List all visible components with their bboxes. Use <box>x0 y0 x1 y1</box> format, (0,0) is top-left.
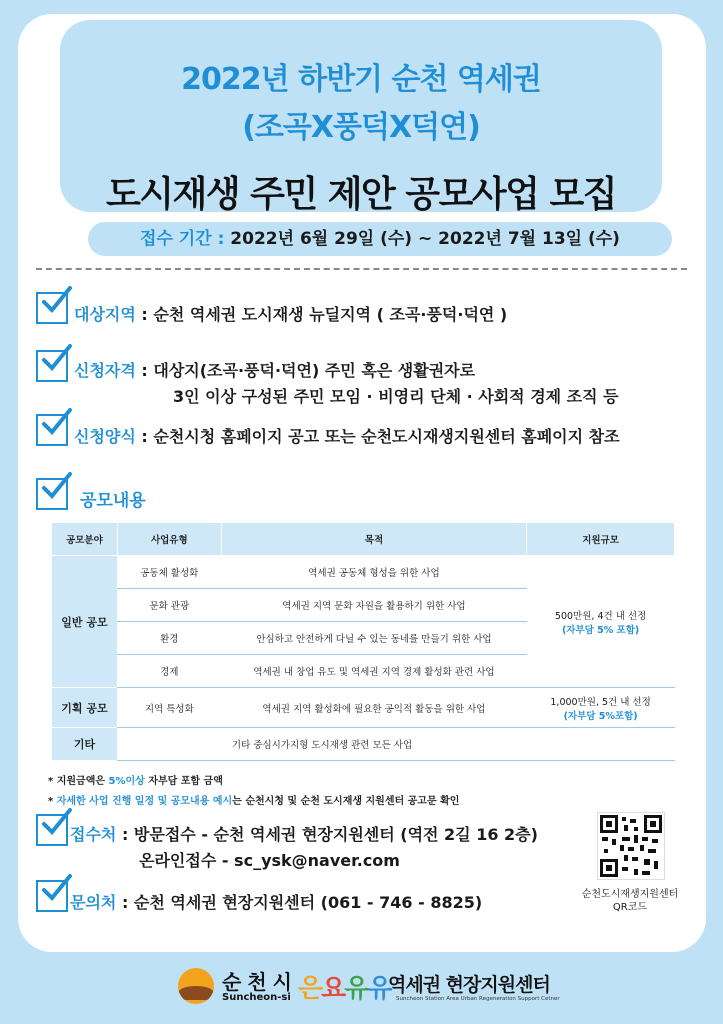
title-line-1: 2022년 하반기 순천 역세권 <box>181 62 541 97</box>
support-other <box>527 728 675 761</box>
table-header: 지원규모 <box>527 523 675 556</box>
reception-label: 접수처 <box>70 825 117 844</box>
inquiry-row <box>70 890 482 913</box>
footer <box>0 960 723 1020</box>
program-table <box>51 522 675 761</box>
checkbox-icon <box>36 478 68 510</box>
center-name: 역세권 현장지원센터 <box>388 974 550 996</box>
target-area-row <box>74 302 507 325</box>
center-name-en: Suncheon Station Area Urban Regeneration Support Cetner <box>396 996 560 1002</box>
category-planned: 기획 공모 <box>52 688 118 728</box>
center-logo-mark: 은요유유 <box>298 974 391 1004</box>
table-header: 공모분야 <box>52 523 118 556</box>
type-cell: 경제 <box>117 655 221 688</box>
title-box <box>60 20 662 215</box>
support-planned-line-1: 1,000만원, 5건 내 선정 <box>550 696 651 708</box>
reception-line-1: : 방문접수 - 순천 역세권 현장지원센터 (역전 2길 16 2층) <box>121 825 538 844</box>
table-row <box>52 728 675 761</box>
support-planned <box>527 688 675 728</box>
inquiry-label: 문의처 <box>70 893 117 912</box>
purpose-cell: 역세권 내 창업 유도 및 역세권 지역 경제 활성화 관련 사업 <box>221 655 526 688</box>
qr-code[interactable] <box>597 812 665 880</box>
reception-row <box>70 822 538 845</box>
type-cell: 환경 <box>117 622 221 655</box>
table-header-row <box>52 523 675 556</box>
purpose-cell: 역세권 공동체 형성을 위한 사업 <box>221 556 526 589</box>
support-general <box>527 556 675 688</box>
purpose-cell: 역세권 지역 활성화에 필요한 공익적 활동을 위한 사업 <box>221 688 526 728</box>
checkbox-icon <box>36 292 68 324</box>
dashed-divider <box>36 268 687 270</box>
period-value: 2022년 6월 29일 (수) ~ 2022년 7월 13일 (수) <box>230 229 620 249</box>
target-area-label: 대상지역 <box>74 305 136 324</box>
checkbox-icon <box>36 880 68 912</box>
city-name-en: Suncheon-si <box>222 992 291 1003</box>
form-value: : 순천시청 홈페이지 공고 또는 순천도시재생지원센터 홈페이지 참조 <box>141 427 620 446</box>
qr-caption <box>568 888 692 914</box>
note-2 <box>48 792 459 807</box>
eligibility-line-1: : 대상지(조곡·풍덕·덕연) 주민 혹은 생활권자로 <box>141 361 476 380</box>
qr-caption-line-1: 순천도시재생지원센터 <box>581 889 679 900</box>
category-general: 일반 공모 <box>52 556 118 688</box>
reception-line-2: 온라인접수 - sc_ysk@naver.com <box>139 851 400 870</box>
type-cell: 지역 특성화 <box>117 688 221 728</box>
title-line-2: (조곡X풍덕X덕연) <box>242 110 480 145</box>
suncheon-logo-icon <box>178 968 214 1004</box>
table-header: 목적 <box>221 523 526 556</box>
type-cell: 문화 관광 <box>117 589 221 622</box>
table-row <box>52 556 675 589</box>
eligibility-line-2: 3인 이상 구성된 주민 모임 · 비영리 단체 · 사회적 경제 조직 등 <box>173 387 619 406</box>
purpose-cell: 역세권 지역 문화 자원을 활용하기 위한 사업 <box>221 589 526 622</box>
support-planned-line-2: (자부담 5%포함) <box>563 710 638 722</box>
checkbox-icon <box>36 414 68 446</box>
qr-caption-line-2: QR코드 <box>612 902 648 913</box>
eligibility-label: 신청자격 <box>74 361 136 380</box>
note-1 <box>48 772 223 787</box>
note-2-highlight: 자세한 사업 진행 일정 및 공모내용 예시 <box>56 796 233 807</box>
note-2-text: * <box>48 796 57 807</box>
form-row <box>74 424 620 447</box>
note-1-text-end: 자부담 포함 금액 <box>144 776 223 787</box>
type-cell: 공동체 활성화 <box>117 556 221 589</box>
city-name: 순천시 <box>222 970 298 994</box>
inquiry-value: : 순천 역세권 현장지원센터 (061 - 746 - 8825) <box>121 893 483 912</box>
contents-label: 공모내용 <box>80 491 146 511</box>
eligibility-row <box>74 358 475 381</box>
purpose-cell: 기타 중심시가지형 도시재생 관련 모든 사업 <box>117 728 526 761</box>
application-period <box>88 222 672 256</box>
note-1-highlight: 5%이상 <box>108 776 145 787</box>
checkbox-icon <box>36 814 68 846</box>
purpose-cell: 안심하고 안전하게 다닐 수 있는 동네를 만들기 위한 사업 <box>221 622 526 655</box>
period-label: 접수 기간 : <box>140 229 225 249</box>
category-other: 기타 <box>52 728 118 761</box>
form-label: 신청양식 <box>74 427 136 446</box>
support-general-line-1: 500만원, 4건 내 선정 <box>554 610 647 622</box>
table-row <box>52 688 675 728</box>
support-general-line-2: (자부담 5% 포함) <box>561 624 640 636</box>
title-line-3: 도시재생 주민 제안 공모사업 모집 <box>106 174 616 215</box>
checkbox-icon <box>36 350 68 382</box>
target-area-value: : 순천 역세권 도시재생 뉴딜지역 ( 조곡·풍덕·덕연 ) <box>141 305 508 324</box>
note-2-text-end: 는 순천시청 및 순천 도시재생 지원센터 공고문 확인 <box>232 796 460 807</box>
table-header: 사업유형 <box>117 523 221 556</box>
note-1-text: * 지원금액은 <box>48 776 109 787</box>
